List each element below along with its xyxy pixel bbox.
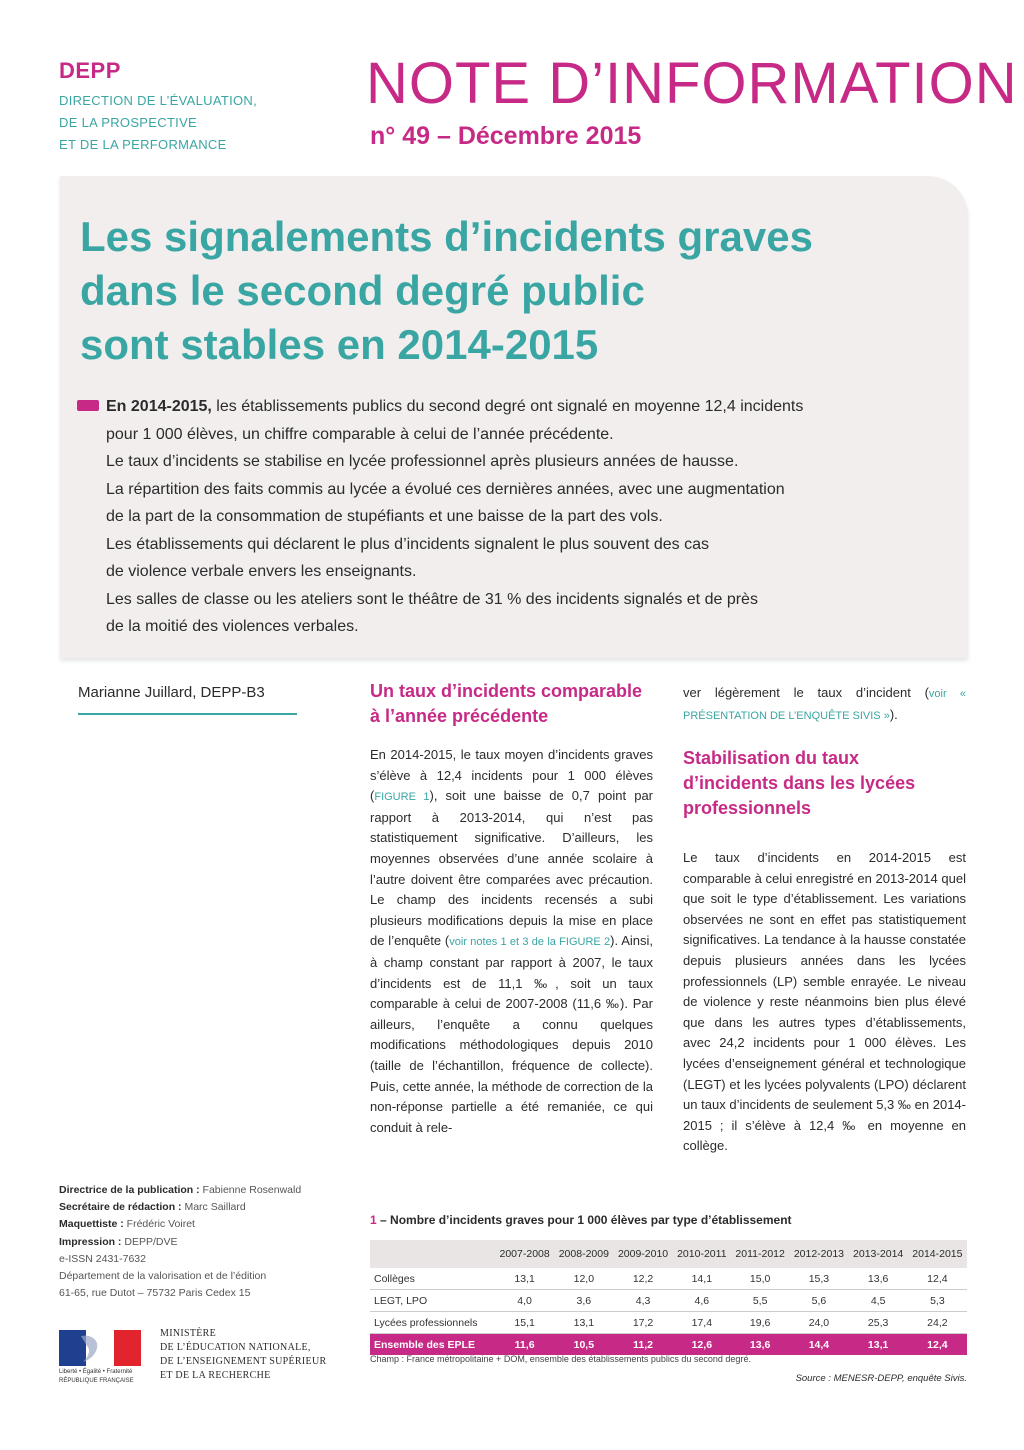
credit-line: 61-65, rue Dutot – 75732 Paris Cedex 15: [59, 1287, 251, 1300]
table-cell: 12,2: [613, 1268, 672, 1290]
presentation-enquete-link[interactable]: voir « PRÉSENTATION DE L’ENQUÊTE SIVIS »: [683, 688, 966, 722]
col1-heading-line-1: Un taux d’incidents comparable: [370, 681, 643, 701]
table-cell: 14,4: [789, 1334, 848, 1356]
table-cell: 15,3: [789, 1268, 848, 1290]
table-header-row: [370, 1240, 967, 1268]
credit-label: Directrice de la publication :: [59, 1184, 203, 1196]
credit-line: [59, 1234, 349, 1251]
table-cell: 5,6: [789, 1290, 848, 1312]
figure-note: Champ : France métropolitaine + DOM, ensemble des établissements publics du second degré.: [370, 1354, 751, 1364]
credit-label: Secrétaire de rédaction :: [59, 1201, 185, 1214]
table-cell: 11,2: [613, 1334, 672, 1356]
col2-intro: [683, 683, 966, 726]
table-cell: 24,0: [789, 1312, 848, 1334]
table-row: [370, 1290, 967, 1312]
table-cell: 4,0: [495, 1290, 554, 1312]
table-total-row: [370, 1334, 967, 1356]
col2-intro-end: ).: [889, 706, 898, 722]
headline-line-3: sont stables en 2014-2015: [80, 321, 599, 368]
col2-text: Le taux d’incidents en 2014-2015 est comparable à celui enregistré en 2013-2014 quel que soit le type d’établissement. Les variations observées ne sont en effet pas statistiquement significatives. La tendance à la hausse constatée depuis plusieurs années dans les lycées professionnels (LP) semble enrayée. Le niveau de violence y reste néanmoins bien plus élevé que dans les autres types d’établissements, avec 24,2 incidents pour 1 000 élèves. Les lycées d’enseignement général et technologique (LEGT) et les lycées polyvalents (LPO) déclarent un taux d’incidents de seulement 5,3 ‰ en 2014-2015 ; il s’élève à 12,4 ‰ en moyenne en collège.: [683, 850, 966, 1154]
depp-line-2: DE LA PROSPECTIVE: [59, 115, 198, 130]
column-header: 2012-2013: [793, 1248, 845, 1260]
credit-label: Maquettiste :: [59, 1218, 127, 1231]
credit-line: [59, 1199, 349, 1216]
summary-line-3: Le taux d’incidents se stabilise en lycée professionnel après plusieurs années de hausse.: [106, 453, 739, 470]
bullet-marker: [77, 400, 99, 411]
summary-lead: En 2014-2015,: [106, 398, 212, 415]
summary-line-2: pour 1 000 élèves, un chiffre comparable à celui de l’année précédente.: [106, 425, 614, 443]
table-row: [370, 1268, 967, 1290]
summary-text: [106, 393, 966, 641]
col1-text-part-2: ), soit une baisse de 0,7 point par rapport à 2013-2014, qui n’est pas statistiquement significative. D’ailleurs, les moyennes observées d’une année scolaire à l’autre doivent être comparées avec précaution. Le champ des incidents recensés a subi plusieurs modifications depuis la mise en place de l’enquête (: [370, 788, 654, 949]
figure-1-link[interactable]: FIGURE 1: [374, 791, 430, 804]
col2-heading-line-3: professionnels: [683, 798, 812, 818]
summary-line-8: Les salles de classe ou les ateliers sont le théâtre de 31 % des incidents signalés et de près: [106, 590, 758, 608]
table-cell: 12,0: [554, 1268, 613, 1290]
col1-heading: [370, 679, 660, 729]
table-corner: [370, 1240, 495, 1268]
table-cell: 19,6: [731, 1312, 789, 1334]
note-title: NOTE D’INFORMATION: [366, 51, 1018, 116]
credit-value: DEPP/DVE: [124, 1235, 178, 1248]
table-cell: 14,1: [673, 1268, 731, 1290]
credits: [59, 1182, 349, 1302]
row-label: LEGT, LPO: [370, 1290, 495, 1312]
figure-table-wrap: [370, 1240, 967, 1355]
table-cell: 5,5: [731, 1290, 789, 1312]
depp-line-3: ET DE LA PERFORMANCE: [59, 137, 227, 152]
headline-line-1: Les signalements d’incidents graves: [80, 213, 813, 260]
table-cell: 15,0: [731, 1268, 789, 1290]
figure-number: 1: [370, 1213, 377, 1227]
flag-motto: Liberté • Égalité • Fraternité: [59, 1369, 133, 1375]
table-cell: 4,6: [673, 1290, 731, 1312]
table-cell: 11,6: [495, 1334, 554, 1356]
ministry-line-4: ET DE LA RECHERCHE: [160, 1370, 271, 1381]
credit-value: Fabienne Rosenwald: [202, 1184, 302, 1196]
credit-line: [59, 1182, 349, 1199]
summary-box: [60, 176, 968, 658]
column-header: 2009-2010: [617, 1248, 669, 1260]
summary-line-1-text: les établissements publics du second degré ont signalé en moyenne 12,4 incidents: [211, 398, 804, 415]
marianne-flag-icon: [59, 1330, 141, 1366]
table-cell: 17,2: [613, 1312, 672, 1334]
table-cell: 12,6: [673, 1334, 731, 1356]
credit-value: Frédéric Voiret: [126, 1218, 195, 1231]
ministry-line-1: MINISTÈRE: [160, 1328, 217, 1339]
column-header: 2007-2008: [499, 1248, 550, 1260]
figure-2-notes-link[interactable]: voir notes 1 et 3 de la FIGURE 2: [449, 936, 611, 949]
column-header: 2011-2012: [735, 1248, 785, 1260]
headline: [80, 210, 940, 372]
col1-heading-line-2: à l’année précédente: [370, 706, 549, 726]
depp-title: DEPP: [59, 58, 121, 83]
credit-line: e-ISSN 2431-7632: [59, 1252, 146, 1265]
flag-caption: [59, 1368, 149, 1386]
credit-label: Impression :: [59, 1235, 125, 1248]
col2-heading-line-1: Stabilisation du taux: [683, 748, 860, 768]
table-cell: 4,3: [613, 1290, 672, 1312]
row-label: Collèges: [370, 1268, 495, 1290]
col1-text: [370, 745, 653, 1138]
note-number: n° 49 – Décembre 2015: [370, 122, 642, 150]
table-cell: 13,1: [495, 1268, 554, 1290]
table-row: [370, 1312, 967, 1334]
table-cell: 13,1: [849, 1334, 908, 1356]
flag-republic: RÉPUBLIQUE FRANÇAISE: [59, 1378, 134, 1384]
table-cell: 17,4: [673, 1312, 731, 1334]
table-cell: 12,4: [908, 1268, 967, 1290]
figure-source: Source : MENESR-DEPP, enquête Sivis.: [795, 1373, 967, 1384]
summary-line-1: [106, 393, 966, 421]
depp-line-1: DIRECTION DE L’ÉVALUATION,: [59, 93, 258, 108]
depp-block: [59, 58, 339, 156]
table-cell: 13,6: [849, 1268, 908, 1290]
col1-text-part-1: En 2014-2015, le taux moyen d’incidents graves s’élève à 12,4 incidents pour 1 000 élèves (: [370, 747, 653, 804]
table-cell: 13,6: [731, 1334, 789, 1356]
col2-intro-text: ver légèrement le taux d’incident (: [683, 685, 929, 700]
table-cell: 13,1: [554, 1312, 613, 1334]
col2-heading-line-2: d’incidents dans les lycées: [683, 773, 916, 793]
column-header: 2013-2014: [853, 1248, 904, 1260]
summary-line-9: de la moitié des violences verbales.: [106, 618, 359, 635]
column-header: 2010-2011: [677, 1248, 727, 1260]
col1-text-part-3: ). Ainsi, à champ constant par rapport à 2007, le taux d’incidents est de 11,1 ‰, soit un taux comparable à celui de 2007-2008 (11,6 ‰). Par ailleurs, l’enquête a connu quelques modifications méthodologiques depuis 2010 (taille de l’échantillon, fréquence de collecte). Puis, cette année, la méthode de correction de la non-réponse partielle a été remaniée, ce qui conduit à rele-: [370, 933, 654, 1135]
row-label: Ensemble des EPLE: [370, 1334, 495, 1356]
col2-heading: [683, 746, 973, 821]
summary-line-5: de la part de la consommation de stupéfiants et une baisse de la part des vols.: [106, 508, 663, 525]
figure-title: [370, 1213, 792, 1227]
ministry-line-3: DE L’ENSEIGNEMENT SUPÉRIEUR: [160, 1356, 327, 1367]
table-cell: 3,6: [554, 1290, 613, 1312]
ministry-name: [160, 1327, 350, 1383]
column-header: 2014-2015: [912, 1248, 963, 1260]
credit-line: Département de la valorisation et de l’édition: [59, 1270, 267, 1283]
credit-line: [59, 1216, 349, 1233]
table-cell: 4,5: [849, 1290, 908, 1312]
figure-table: [370, 1240, 967, 1355]
author: Marianne Juillard, DEPP-B3: [78, 684, 265, 701]
summary-line-7: de violence verbale envers les enseignants.: [106, 563, 417, 580]
table-cell: 12,4: [908, 1334, 967, 1356]
table-cell: 5,3: [908, 1290, 967, 1312]
summary-line-6: Les établissements qui déclarent le plus d’incidents signalent le plus souvent des cas: [106, 535, 710, 553]
table-cell: 10,5: [554, 1334, 613, 1356]
headline-line-2: dans le second degré public: [80, 267, 645, 314]
table-cell: 24,2: [908, 1312, 967, 1334]
author-rule: [78, 713, 297, 715]
credit-value: Marc Saillard: [184, 1201, 246, 1214]
figure-title-text: – Nombre d’incidents graves pour 1 000 élèves par type d’établissement: [376, 1213, 792, 1227]
table-cell: 25,3: [849, 1312, 908, 1334]
ministry-line-2: DE L’ÉDUCATION NATIONALE,: [160, 1342, 311, 1353]
table-cell: 15,1: [495, 1312, 554, 1334]
column-header: 2008-2009: [558, 1248, 609, 1260]
row-label: Lycées professionnels: [370, 1312, 495, 1334]
summary-line-4: La répartition des faits commis au lycée a évolué ces dernières années, avec une augmentation: [106, 480, 785, 498]
